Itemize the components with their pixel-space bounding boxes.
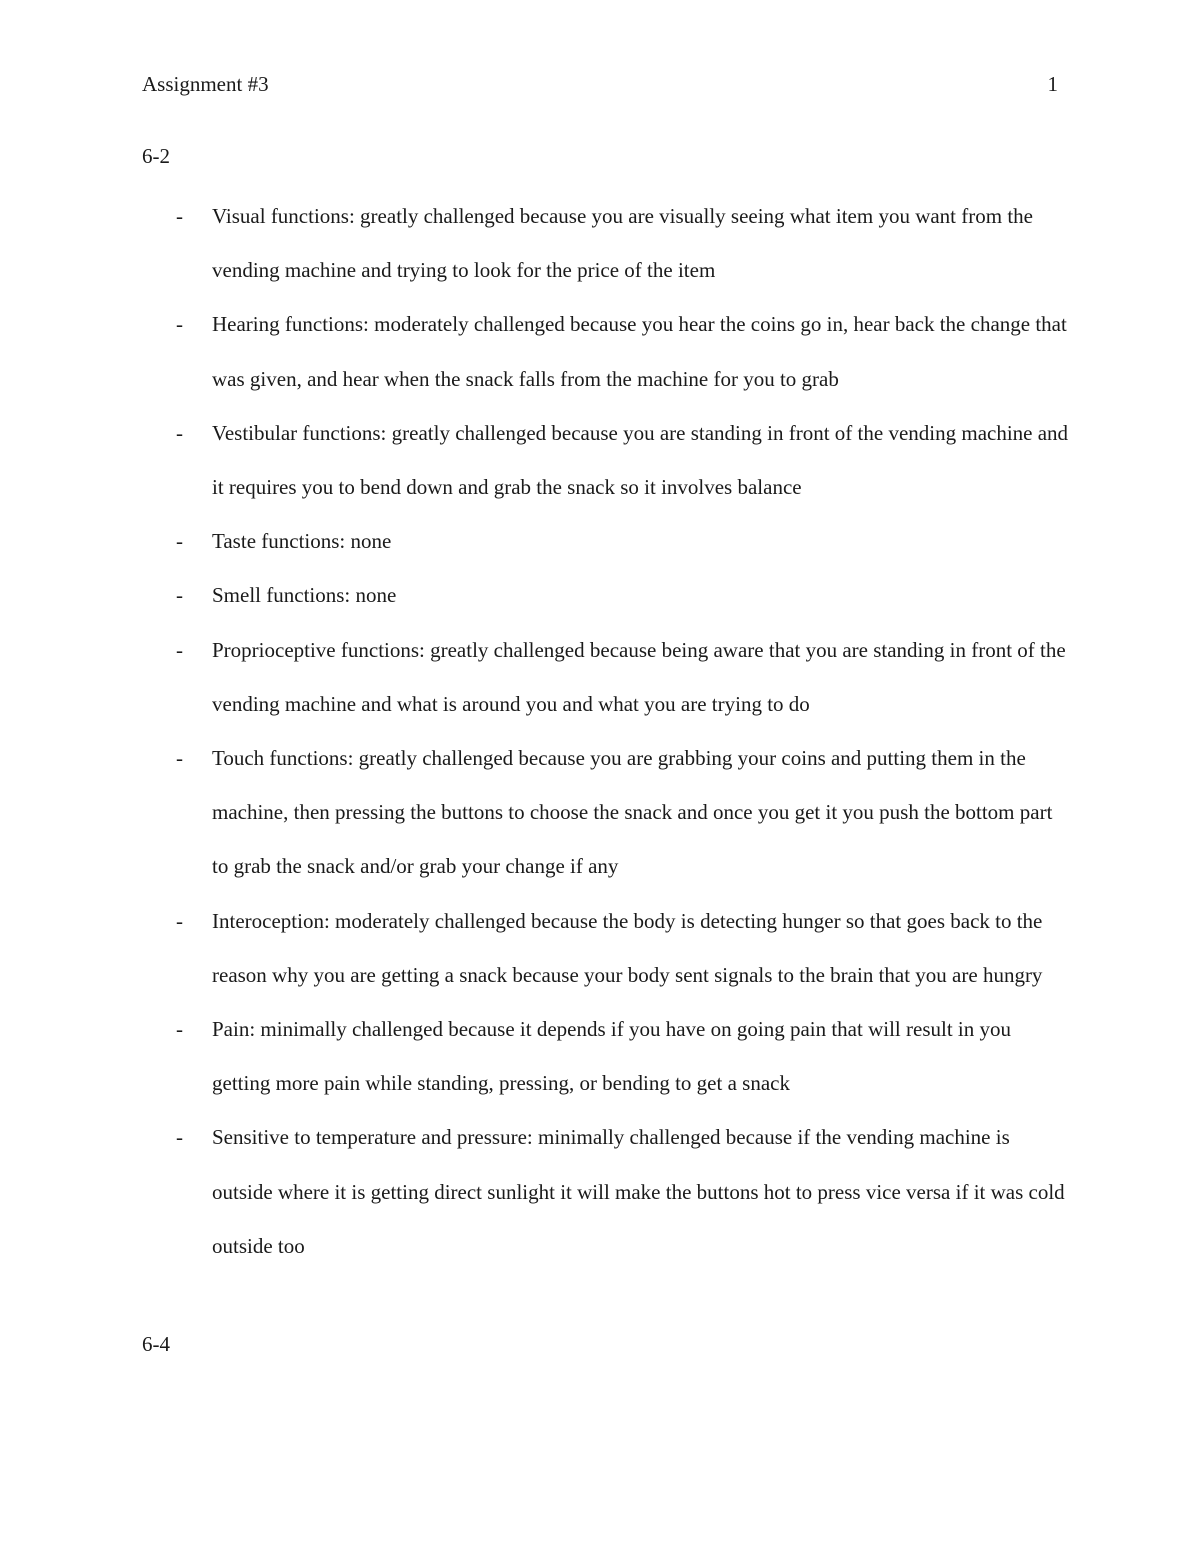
list-item [142,406,1072,514]
list-item [142,514,1072,568]
list-bullet: - [176,204,183,228]
list-item-text: Interoception: moderately challenged because the body is detecting hunger so that goes back to the reason why you are getting a snack because your body sent signals to the brain that you are hungry [212,908,1043,987]
list-bullet: - [176,637,183,662]
list-bullet: - [176,420,183,445]
list-item-text: Proprioceptive functions: greatly challenged because being aware that you are standing in front of the vending machine and what is around you and what you are trying to do [212,637,1066,716]
list-item [142,1002,1072,1110]
list-bullet: - [176,529,183,554]
list-item [142,623,1072,731]
list-item-text: Taste functions: none [212,529,392,554]
list-bullet: - [176,583,183,608]
list-item-text: Vestibular functions: greatly challenged because you are standing in front of the vending machine and it requires you to bend down and grab the snack so it involves balance [212,420,1069,500]
list-item-text: Smell functions: none [212,583,397,608]
list-item-text: Pain: minimally challenged because it depends if you have on going pain that will result in you getting more pain while standing, pressing, or bending to get a snack [212,1017,1011,1096]
list-item [142,189,1072,297]
section-heading: 6-4 [142,1332,170,1356]
page-header [142,72,1058,102]
list-item-text: Hearing functions: moderately challenged because you hear the coins go in, hear back the change that was given, and hear when the snack falls from the machine for you to grab [212,312,1067,391]
list-item [142,297,1072,405]
list-bullet: - [176,1017,183,1042]
section-heading: 6-2 [142,144,170,168]
list-item [142,568,1072,622]
list-item [142,894,1072,1002]
list-item [142,1110,1072,1273]
list-bullet: - [176,312,183,337]
list-item-text: Visual functions: greatly challenged because you are visually seeing what item you want from the vending machine and trying to look for the price of the item [212,204,1033,283]
list-bullet: - [176,746,183,771]
list-bullet: - [176,908,183,933]
list-bullet: - [176,1125,183,1150]
running-head-title: Assignment #3 [142,72,269,96]
page-number: 1 [1047,72,1058,96]
list-item [142,731,1072,894]
list-item-text: Touch functions: greatly challenged because you are grabbing your coins and putting them in the machine, then pressing the buttons to choose the snack and once you get it you push the bottom part to grab the snack and/or grab your change if any [212,746,1053,879]
sensory-functions-list [142,189,1072,1273]
list-item-text: Sensitive to temperature and pressure: minimally challenged because if the vending machine is outside where it is getting direct sunlight it will make the buttons hot to press vice versa if it was cold outside too [212,1125,1065,1258]
